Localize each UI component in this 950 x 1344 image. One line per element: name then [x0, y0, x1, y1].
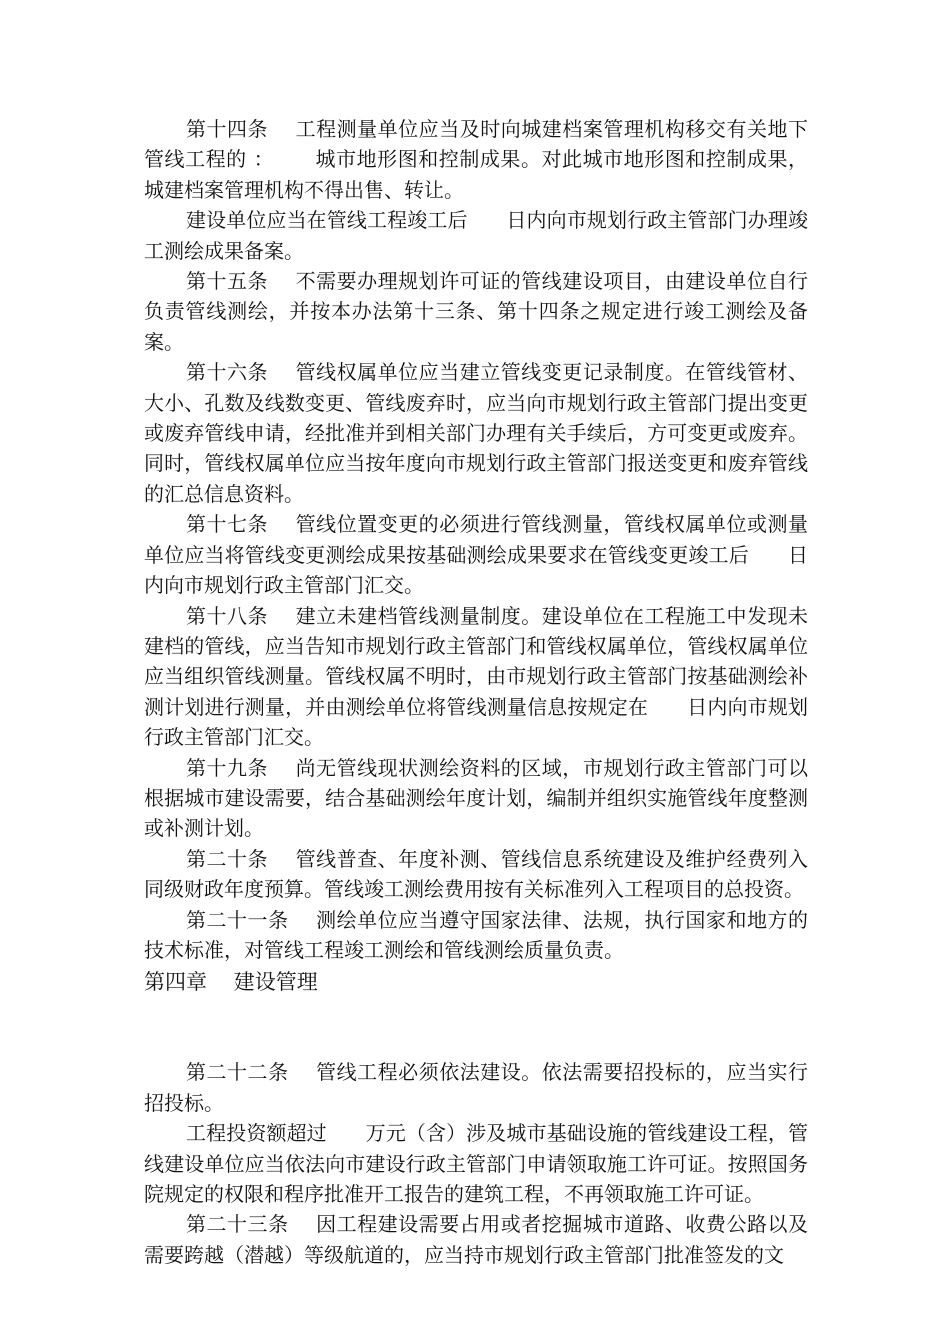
article-22-paragraph: 第二十二条 管线工程必须依法建设。依法需要招投标的，应当实行招投标。: [144, 1060, 808, 1115]
article-22-permit-paragraph: 工程投资额超过 万元（含）涉及城市基础设施的管线建设工程，管线建设单位应当依法向市建设行政主管部门申请领取施工许可证。按照国务院规定的权限和程序批准开工报告的建筑工程，不再领取施工许可证。: [144, 1121, 808, 1206]
article-19-paragraph: 第十九条 尚无管线现状测绘资料的区域，市规划行政主管部门可以根据城市建设需要，结合基础测绘年度计划，编制并组织实施管线年度整测或补测计划。: [144, 755, 808, 841]
chapter-heading: 第四章 建设管理: [144, 970, 318, 995]
article-15-paragraph: 第十五条 不需要办理规划许可证的管线建设项目，由建设单位自行负责管线测绘，并按本办法第十三条、第十四条之规定进行竣工测绘及备案。: [144, 269, 808, 354]
document-body: [144, 114, 808, 1270]
article-17-paragraph: 第十七条 管线位置变更的必须进行管线测量，管线权属单位或测量单位应当将管线变更测绘成果按基础测绘成果要求在管线变更竣工后 日内向市规划行政主管部门汇交。: [144, 512, 808, 598]
article-21-paragraph: 第二十一条 测绘单位应当遵守国家法律、法规，执行国家和地方的技术标准，对管线工程竣工测绘和管线测绘质量负责。: [144, 907, 808, 962]
article-18-paragraph: 第十八条 建立未建档管线测量制度。建设单位在工程施工中发现未建档的管线，应当告知市规划行政主管部门和管线权属单位，管线权属单位应当组织管线测量。管线权属不明时，由市规划行政主管部门按基础测绘补测计划进行测量，并由测绘单位将管线测量信息按规定在 日内向市规划行政主管部门汇交。: [144, 603, 808, 750]
article-16-paragraph: 第十六条 管线权属单位应当建立管线变更记录制度。在管线管材、大小、孔数及线数变更、管线废弃时，应当向市规划行政主管部门提出变更或废弃管线申请，经批准并到相关部门办理有关手续后，方可变更或废弃。同时，管线权属单位应当按年度向市规划行政主管部门报送变更和废弃管线的汇总信息资料。: [144, 360, 808, 506]
article-23-paragraph: 第二十三条 因工程建设需要占用或者挖掘城市道路、收费公路以及需要跨越（潜越）等级航道的，应当持市规划行政主管部门批准签发的文: [144, 1212, 808, 1267]
article-14-completion-filing-paragraph: 建设单位应当在管线工程竣工后 日内向市规划行政主管部门办理竣工测绘成果备案。: [144, 208, 808, 263]
article-20-paragraph: 第二十条 管线普查、年度补测、管线信息系统建设及维护经费列入同级财政年度预算。管线竣工测绘费用按有关标准列入工程项目的总投资。: [144, 846, 808, 902]
article-14-paragraph: 第十四条 工程测量单位应当及时向城建档案管理机构移交有关地下管线工程的 ： 城市地形图和控制成果。对此城市地形图和控制成果，城建档案管理机构不得出售、转让。: [144, 117, 808, 202]
